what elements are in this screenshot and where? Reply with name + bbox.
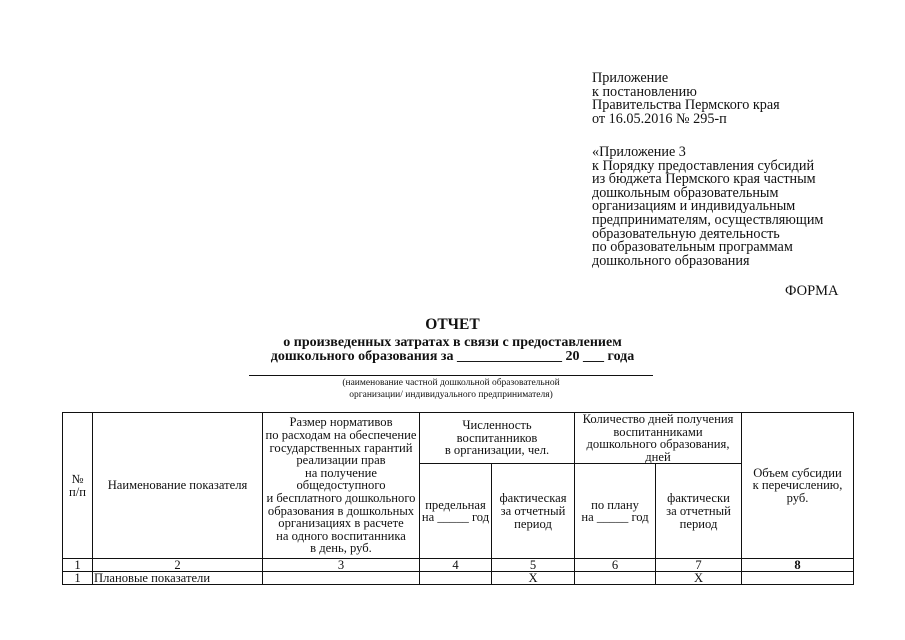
appendix3-line: дошкольным образовательным: [592, 184, 779, 201]
header-number: № п/п: [63, 413, 93, 559]
row-normative: [263, 572, 420, 585]
column-number-row: [63, 559, 854, 572]
report-table: [62, 412, 854, 585]
column-number: 7: [656, 559, 742, 572]
table-row: [63, 572, 854, 585]
organization-name-line: [249, 375, 653, 376]
appendix-line: от 16.05.2016 № 295-п: [592, 110, 727, 127]
header-days-plan: по плану на _____ год: [575, 464, 656, 559]
appendix3-line: «Приложение 3: [592, 144, 686, 160]
appendix3-line: к Порядку предоставления субсидий: [592, 157, 815, 174]
header-indicator-name: Наименование показателя: [93, 413, 263, 559]
header-pupils-limit: предельная на _____ год: [420, 464, 492, 559]
organization-caption-line1: (наименование частной дошкольной образовательной: [342, 378, 560, 388]
appendix-line: Приложение: [592, 70, 669, 86]
appendix3-header: [592, 146, 823, 268]
column-number: 2: [93, 559, 263, 572]
appendix-line: к постановлению: [592, 83, 697, 100]
report-subtitle-line2: дошкольного образования за _______________ 20 ___ года: [270, 349, 635, 364]
appendix3-line: образовательную деятельность: [592, 225, 780, 242]
organization-caption-line2: организации/ индивидуального предпринимателя): [349, 390, 553, 400]
form-label: ФОРМА: [785, 283, 839, 299]
header-pupil-count: Численность воспитанников в организации, чел.: [420, 413, 575, 464]
header-row-1: [63, 413, 854, 464]
row-number: 1: [63, 572, 93, 585]
column-number: 6: [575, 559, 656, 572]
row-pupils-actual: X: [492, 572, 575, 585]
row-days-actual: X: [656, 572, 742, 585]
column-number: 8: [742, 559, 854, 572]
header-pupils-actual: фактическая за отчетный период: [492, 464, 575, 559]
report-title: ОТЧЕТ: [425, 316, 480, 333]
row-indicator-name: Плановые показатели: [93, 572, 263, 585]
appendix3-line: из бюджета Пермского края частным: [592, 171, 816, 188]
header-days-count: Количество дней получения воспитанниками дошкольного образования, дней: [575, 413, 742, 464]
column-number: 4: [420, 559, 492, 572]
header-subsidy-amount: Объем субсидии к перечислению, руб.: [742, 413, 854, 559]
row-pupils-limit: [420, 572, 492, 585]
row-days-plan: [575, 572, 656, 585]
appendix3-line: по образовательным программам: [592, 239, 793, 256]
column-number: 5: [492, 559, 575, 572]
header-normative-size: Размер нормативов по расходам на обеспечение государственных гарантий реализации прав на получение общедоступного и бесплатного дошкольного образования в дошкольных организациях в расчете на одного воспитанника в день, руб.: [263, 413, 420, 559]
appendix-line: Правительства Пермского края: [592, 97, 780, 114]
appendix3-line: организациям и индивидуальным: [592, 198, 796, 215]
appendix-header: [592, 72, 780, 126]
header-days-actual: фактически за отчетный период: [656, 464, 742, 559]
row-subsidy: [742, 572, 854, 585]
report-subtitle-line1: о произведенных затратах в связи с предоставлением: [283, 335, 622, 350]
column-number: 3: [263, 559, 420, 572]
appendix3-line: предпринимателям, осуществляющим: [592, 211, 824, 228]
column-number: 1: [63, 559, 93, 572]
appendix3-line: дошкольного образования: [592, 252, 750, 269]
